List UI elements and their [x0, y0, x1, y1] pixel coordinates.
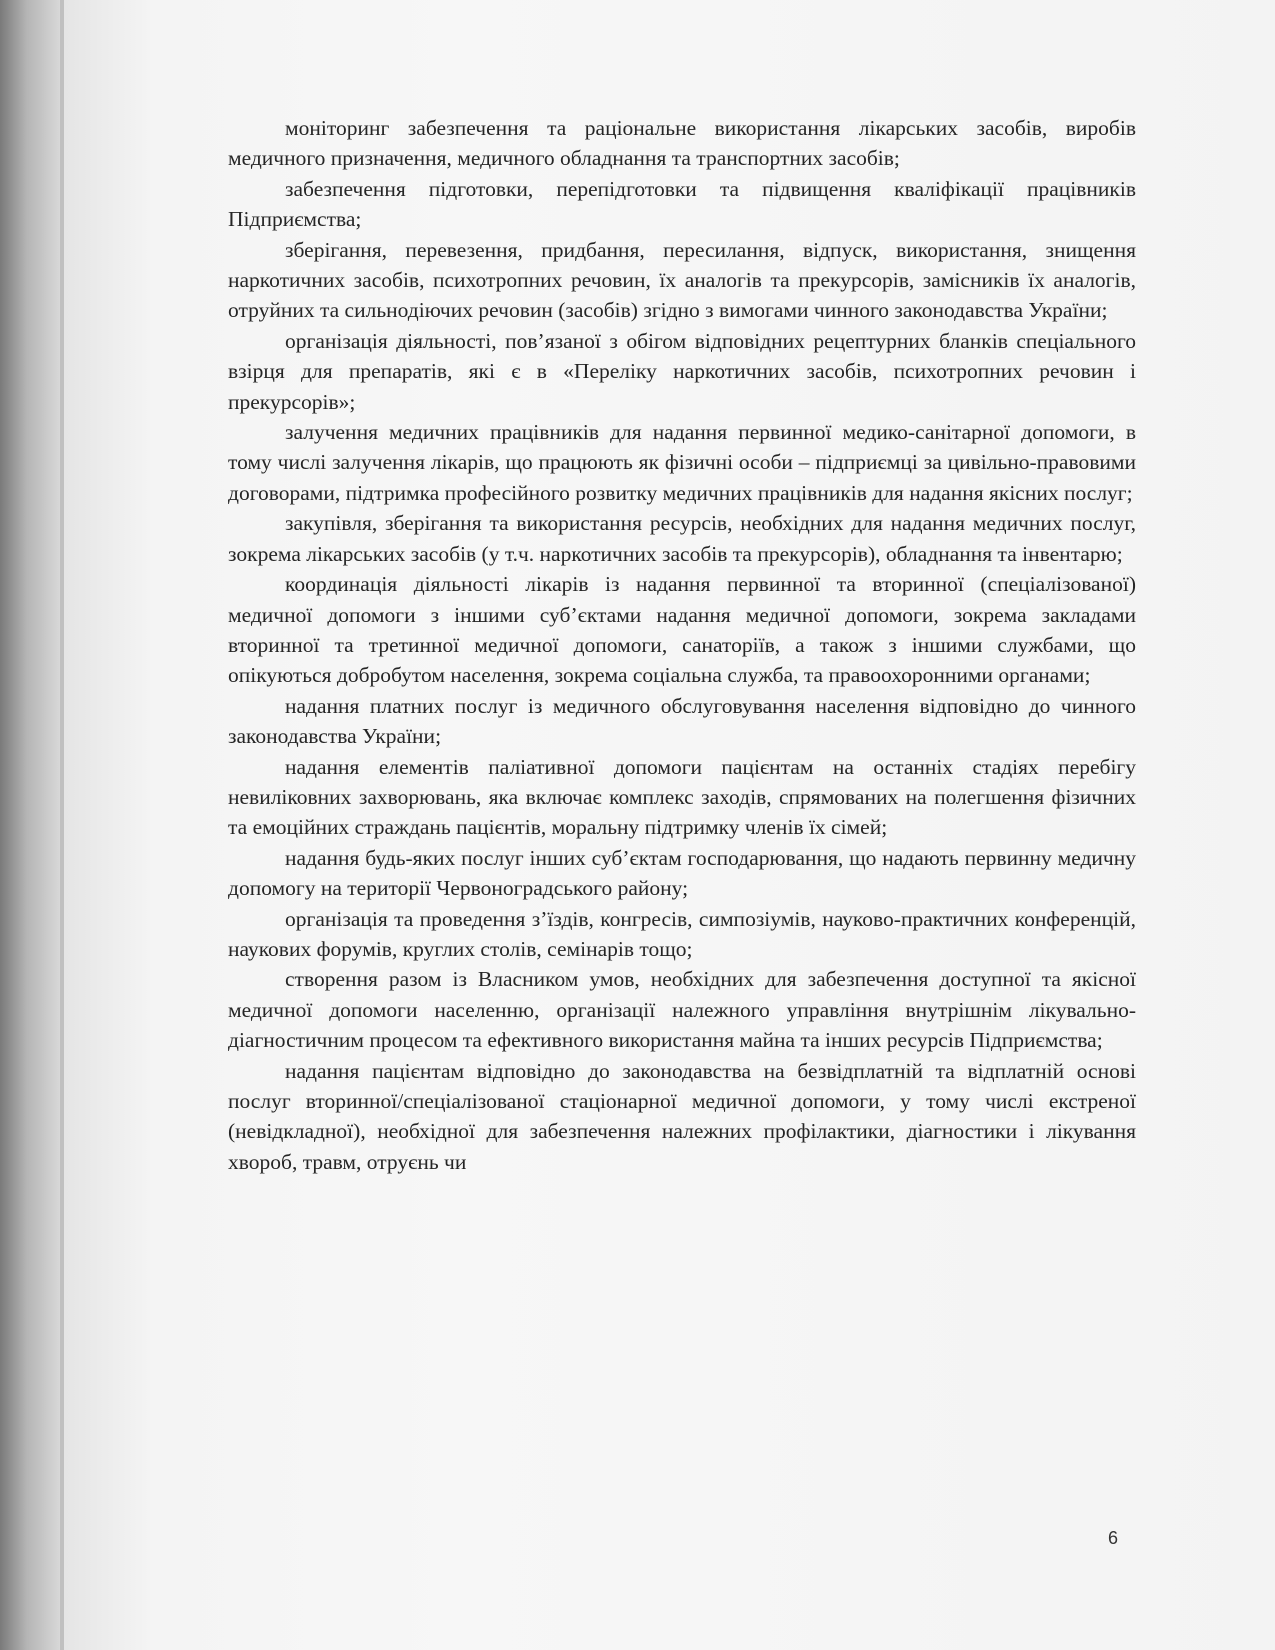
paragraph-inpatient-care: надання пацієнтам відповідно до законодавства на безвідплатній та відплатній основі послуг вторинної/спеціалізованої стаціонарної медичної допомоги, у тому числі екстреної (невідкладної), необхідної для забезпечення належних профілактики, діагностики і лікування хвороб, травм, отруєнь чи	[228, 1058, 1136, 1174]
page-edge	[60, 0, 64, 1650]
scan-shadow	[0, 0, 60, 1650]
paragraph-conditions: створення разом із Власником умов, необхідних для забезпечення доступної та якісної медичної допомоги населенню, організації належного управління внутрішнім лікувально-діагностичним процесом та ефективного використання майна та інших ресурсів Підприємства;	[228, 967, 1136, 1053]
document-body	[228, 113, 1136, 1177]
paragraph-prescription-forms: організація діяльності, пов’язаної з обігом відповідних рецептурних бланків спеціального взірця для препаратів, які є в «Переліку наркотичних засобів, психотропних речовин і прекурсорів»;	[228, 328, 1136, 414]
paragraph-coordination: координація діяльності лікарів із надання первинної та вторинної (спеціалізованої) медичної допомоги з іншими суб’єктами надання медичної допомоги, зокрема закладами вторинної та третинної медичної допомоги, санаторіїв, а також з іншими службами, що опікуються добробутом населення, зокрема соціальна служба, та правоохоронними органами;	[228, 572, 1136, 688]
paragraph-conferences: організація та проведення з’їздів, конгресів, симпозіумів, науково-практичних конференцій, наукових форумів, круглих столів, семінарів тощо;	[228, 906, 1136, 961]
paragraph-staff-involvement: залучення медичних працівників для надання первинної медико-санітарної допомоги, в тому числі залучення лікарів, що працюють як фізичні особи – підприємці за цивільно-правовими договорами, підтримка професійного розвитку медичних працівників для надання якісних послуг;	[228, 420, 1136, 505]
page-number: 6	[1108, 1528, 1119, 1548]
paragraph-palliative-care: надання елементів паліативної допомоги пацієнтам на останніх стадіях перебігу невиліковних захворювань, яка включає комплекс заходів, спрямованих на полегшення фізичних та емоційних страждань пацієнтів, моральну підтримку членів їх сімей;	[228, 754, 1136, 840]
paragraph-monitoring: моніторинг забезпечення та раціональне використання лікарських засобів, виробів медичного призначення, медичного обладнання та транспортних засобів;	[228, 116, 1136, 171]
paragraph-paid-services: надання платних послуг із медичного обслуговування населення відповідно до чинного законодавства України;	[228, 693, 1136, 749]
paragraph-services-to-others: надання будь-яких послуг інших суб’єктам господарювання, що надають первинну медичну допомогу на території Червоноградського району;	[228, 845, 1136, 901]
paragraph-narcotics-handling: зберігання, перевезення, придбання, пересилання, відпуск, використання, знищення наркотичних засобів, психотропних речовин, їх аналогів та прекурсорів, замісників їх аналогів, отруйних та сильнодіючих речовин (засобів) згідно з вимогами чинного законодавства України;	[228, 237, 1136, 323]
paragraph-procurement: закупівля, зберігання та використання ресурсів, необхідних для надання медичних послуг, зокрема лікарських засобів (у т.ч. наркотичних засобів та прекурсорів), обладнання та інвентарю;	[228, 511, 1136, 566]
paragraph-training: забезпечення підготовки, перепідготовки та підвищення кваліфікації працівників Підприємства;	[228, 176, 1136, 232]
